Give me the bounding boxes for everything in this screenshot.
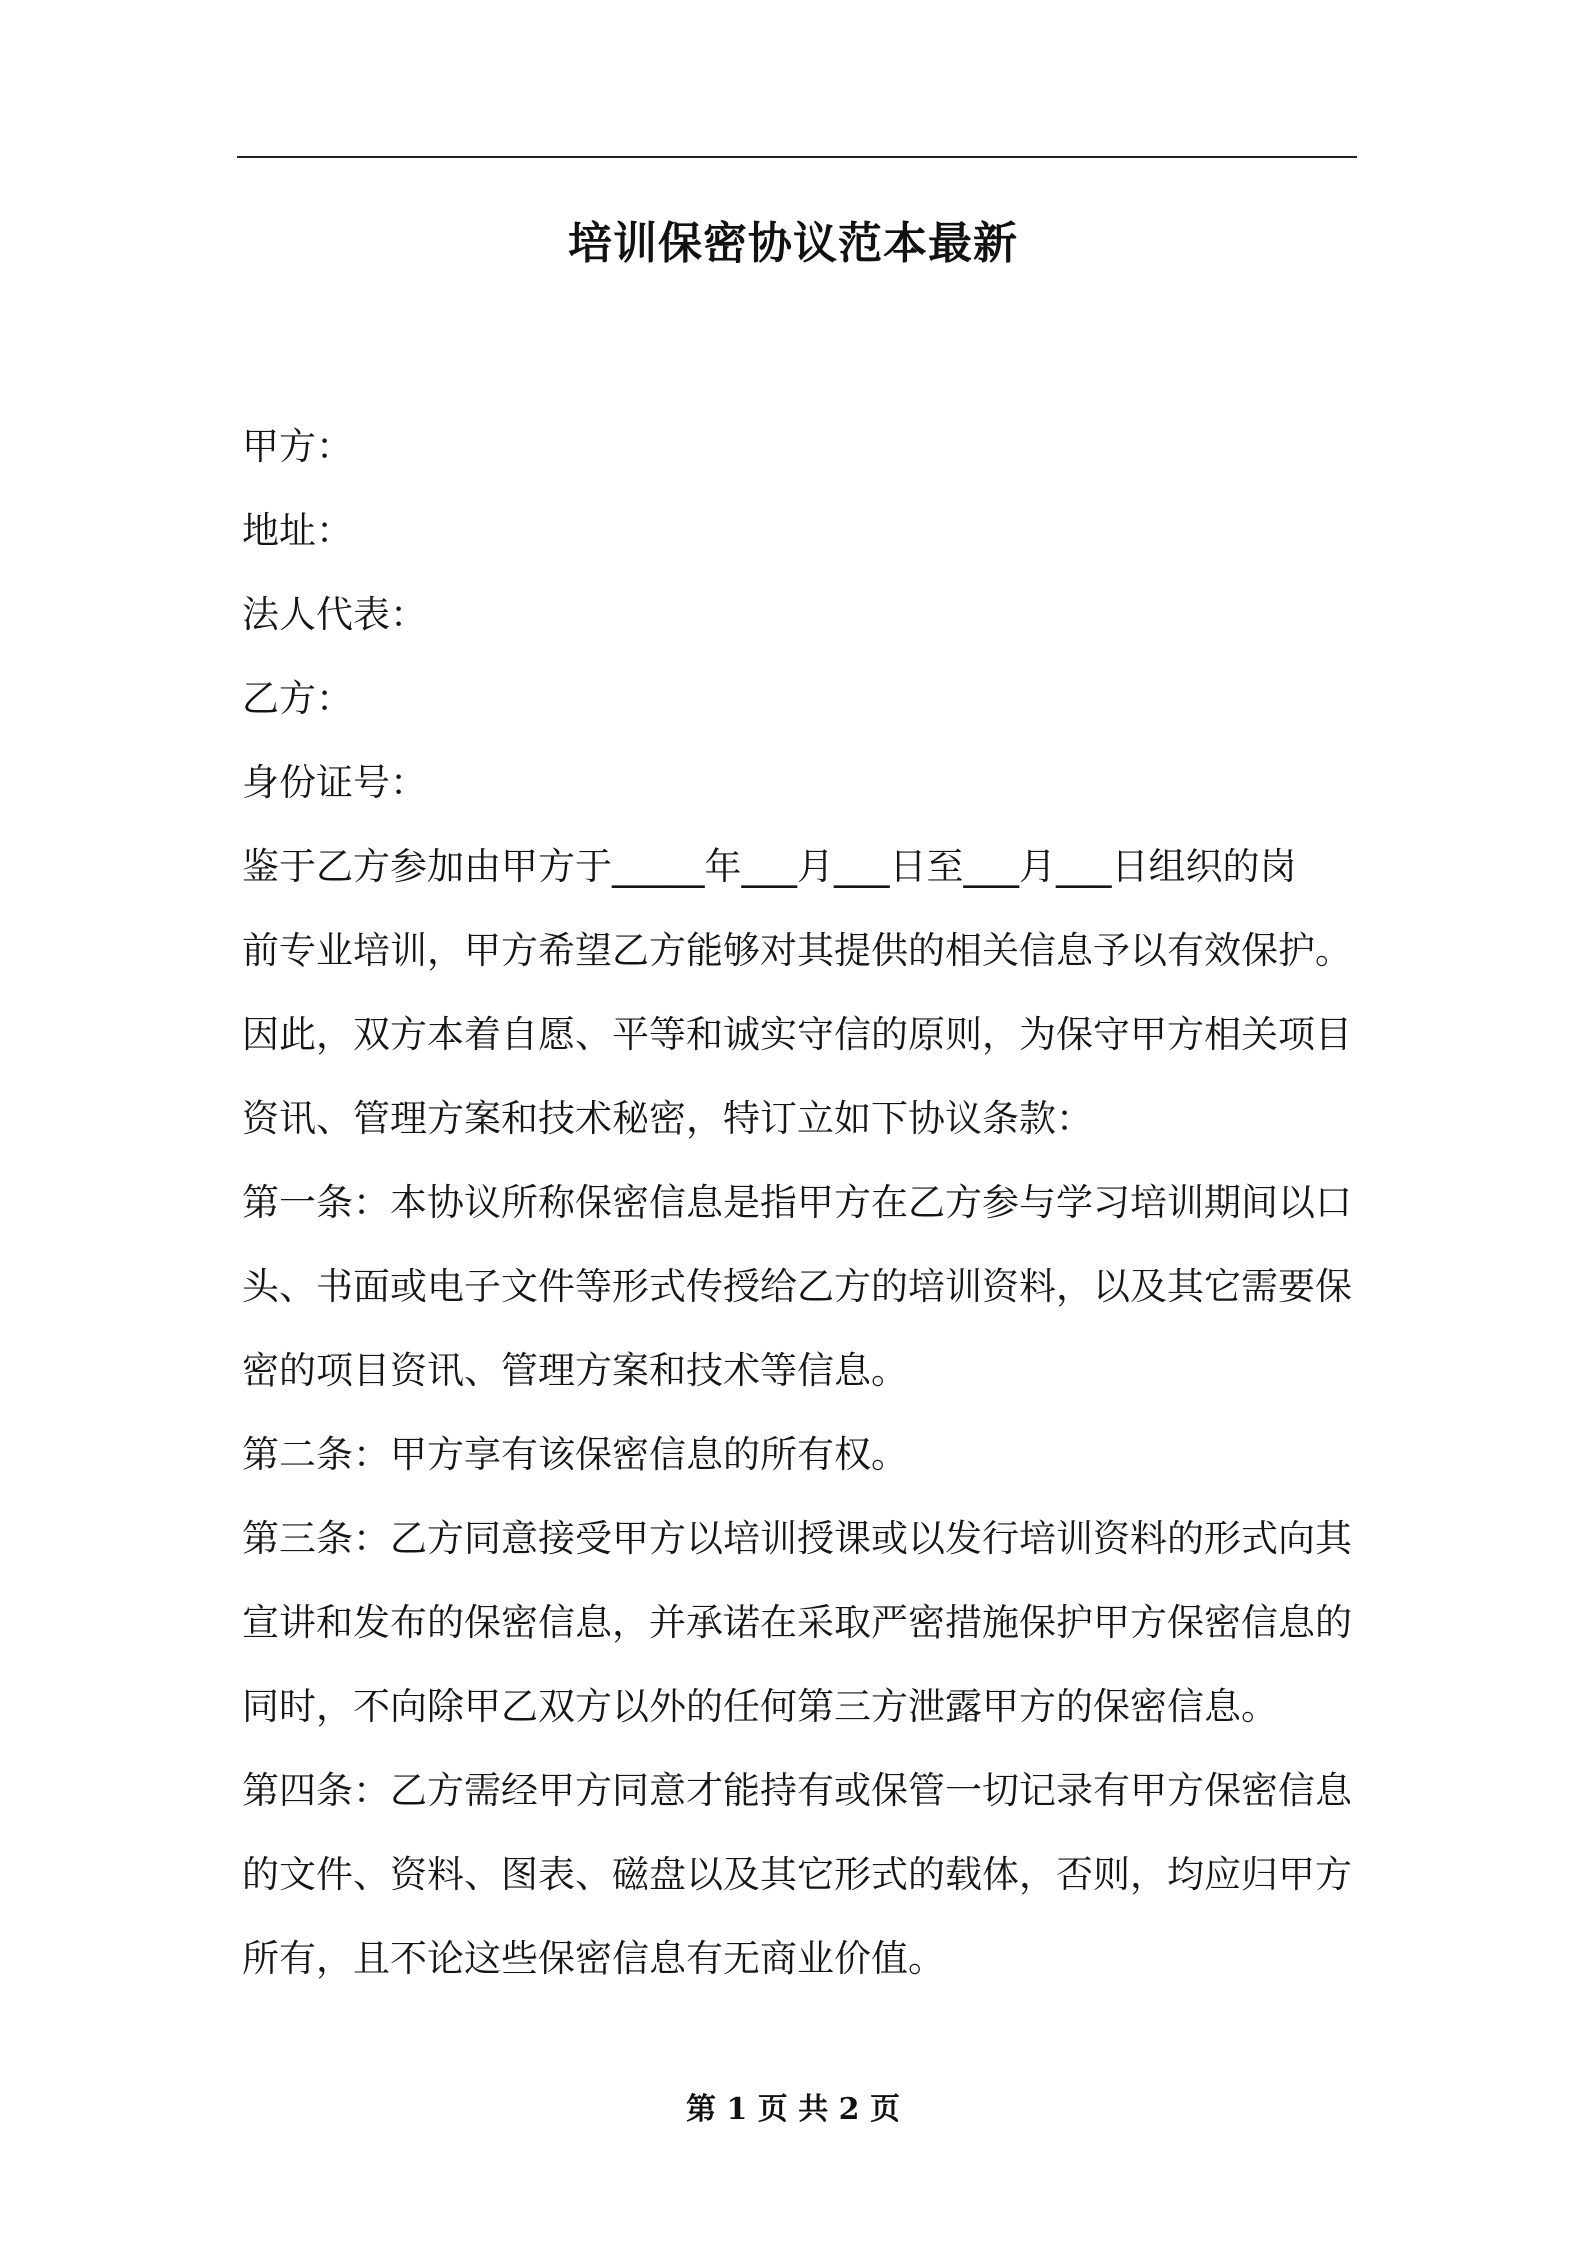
page-number: 第 1 页 共 2 页 (686, 2092, 900, 2127)
article-4-line: 所有，且不论这些保密信息有无商业价值。 (242, 1937, 945, 1980)
article-4-line: 的文件、资料、图表、磁盘以及其它形式的载体，否则，均应归甲方 (242, 1853, 1352, 1896)
field-party-a: 甲方： (242, 425, 353, 468)
field-legal-representative: 法人代表： (242, 593, 427, 636)
header-divider (237, 156, 1357, 158)
document-body (242, 405, 1360, 2001)
article-2-line: 第二条：甲方享有该保密信息的所有权。 (242, 1433, 908, 1476)
article-3-line: 第三条：乙方同意接受甲方以培训授课或以发行培训资料的形式向其 (242, 1517, 1352, 1560)
article-1-line: 第一条：本协议所称保密信息是指甲方在乙方参与学习培训期间以口 (242, 1181, 1352, 1224)
preamble-line: 前专业培训，甲方希望乙方能够对其提供的相关信息予以有效保护。 (242, 929, 1352, 972)
preamble-line: 资讯、管理方案和技术秘密，特订立如下协议条款： (242, 1097, 1093, 1140)
preamble-line: 鉴于乙方参加由甲方于_____年___月___日至___月___日组织的岗 (242, 845, 1297, 888)
article-1-line: 密的项目资讯、管理方案和技术等信息。 (242, 1349, 908, 1392)
document-title: 培训保密协议范本最新 (568, 218, 1018, 269)
article-3-line: 宣讲和发布的保密信息，并承诺在采取严密措施保护甲方保密信息的 (242, 1601, 1352, 1644)
article-4-line: 第四条：乙方需经甲方同意才能持有或保管一切记录有甲方保密信息 (242, 1769, 1352, 1812)
field-id-number: 身份证号： (242, 761, 427, 804)
field-party-b: 乙方： (242, 677, 353, 720)
article-3-line: 同时，不向除甲乙双方以外的任何第三方泄露甲方的保密信息。 (242, 1685, 1278, 1728)
field-address: 地址： (242, 509, 353, 552)
article-1-line: 头、书面或电子文件等形式传授给乙方的培训资料，以及其它需要保 (242, 1265, 1352, 1308)
preamble-line: 因此，双方本着自愿、平等和诚实守信的原则，为保守甲方相关项目 (242, 1013, 1352, 1056)
